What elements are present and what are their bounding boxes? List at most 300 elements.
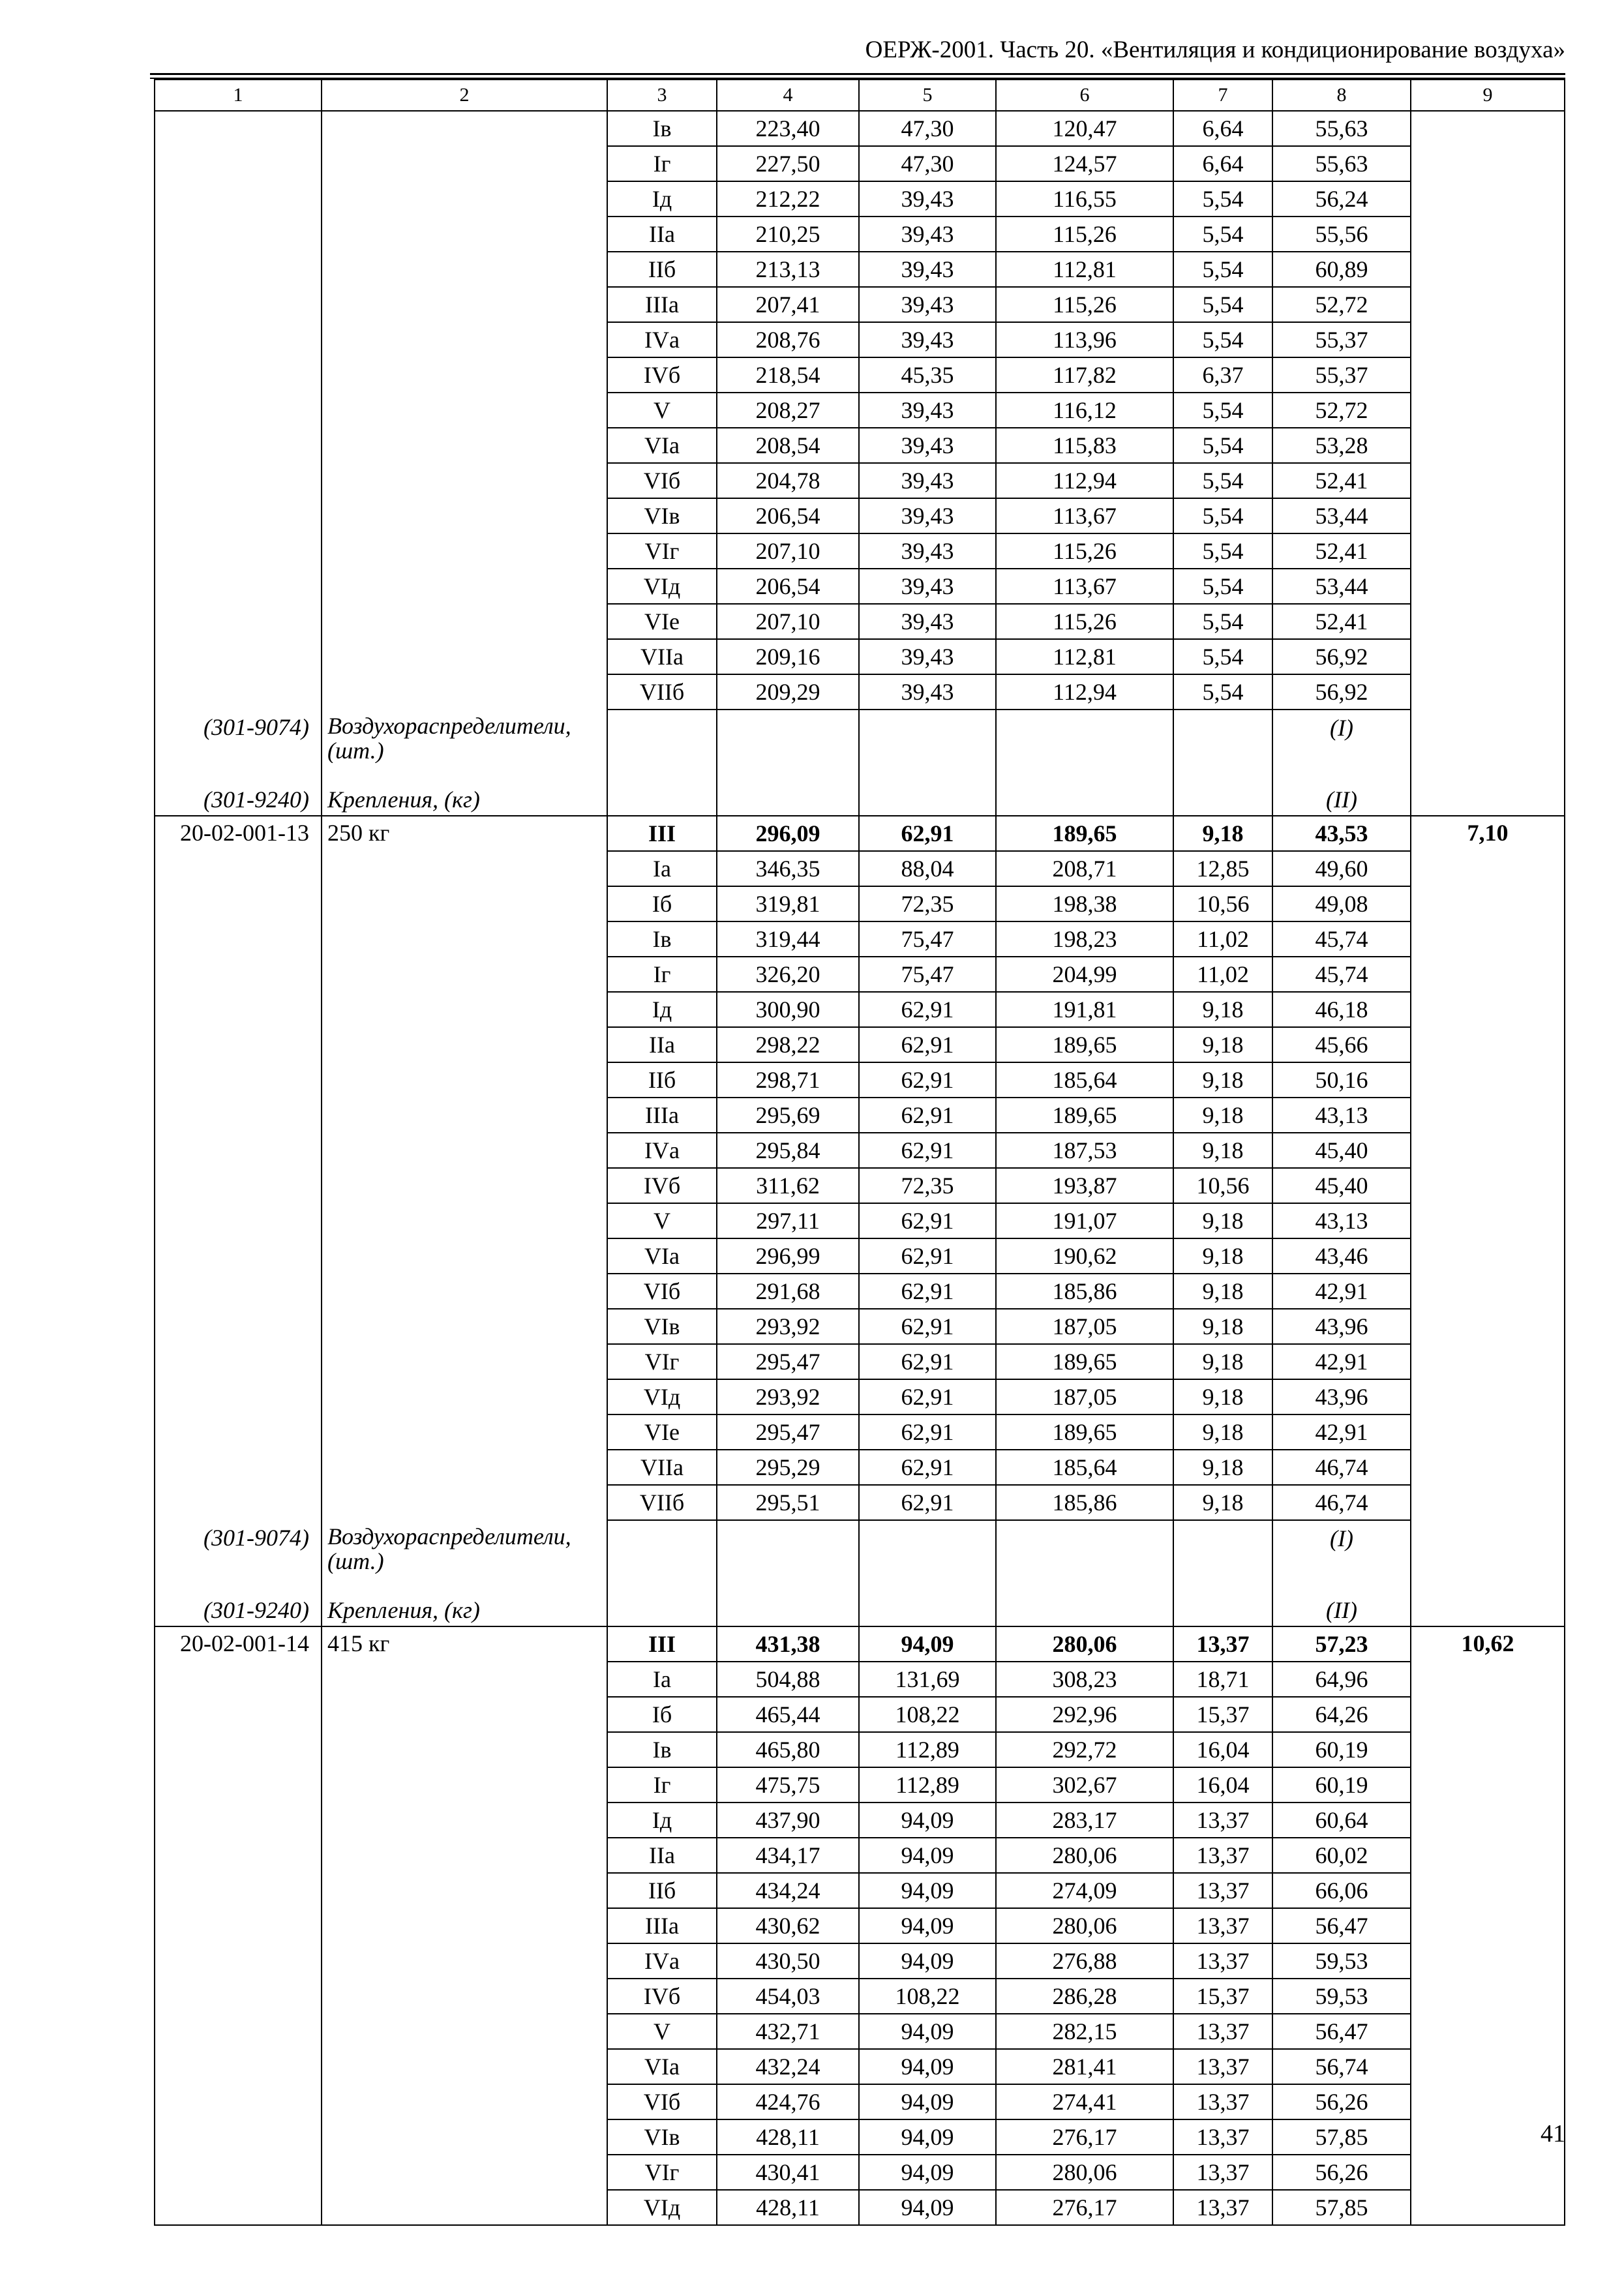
wages: 62,91 <box>859 1027 996 1062</box>
machinist-wages: 16,04 <box>1173 1767 1272 1803</box>
total-cost: 293,92 <box>717 1309 859 1344</box>
zone-code: IIIа <box>607 1098 717 1133</box>
materials-cost: 43,46 <box>1272 1238 1411 1274</box>
machinist-wages: 13,37 <box>1173 1943 1272 1979</box>
rate-code <box>155 357 322 393</box>
labor-cost <box>1411 886 1565 921</box>
materials-cost: 59,53 <box>1272 1943 1411 1979</box>
materials-cost: 45,74 <box>1272 957 1411 992</box>
rate-code <box>155 1203 322 1238</box>
rate-mass <box>322 463 607 498</box>
table-row <box>155 1838 1565 1873</box>
machinist-wages: 13,37 <box>1173 1908 1272 1943</box>
rate-code <box>155 1662 322 1697</box>
empty-cell <box>607 763 717 785</box>
materials-cost: 52,41 <box>1272 463 1411 498</box>
empty-cell <box>1411 1520 1565 1574</box>
zone-code: VIб <box>607 1274 717 1309</box>
wages: 39,43 <box>859 181 996 217</box>
labor-cost <box>1411 1450 1565 1485</box>
machinist-wages: 9,18 <box>1173 1274 1272 1309</box>
rate-mass <box>322 674 607 710</box>
machine-cost: 112,94 <box>996 463 1173 498</box>
empty-cell <box>1173 710 1272 763</box>
labor-cost <box>1411 1662 1565 1697</box>
rate-mass <box>322 957 607 992</box>
rate-code <box>155 1908 322 1943</box>
machinist-wages: 6,64 <box>1173 111 1272 146</box>
table-row <box>155 1414 1565 1450</box>
total-cost: 297,11 <box>717 1203 859 1238</box>
table-row <box>155 2049 1565 2084</box>
machine-cost: 276,17 <box>996 2119 1173 2155</box>
empty-cell <box>717 785 859 816</box>
empty-cell <box>859 1596 996 1626</box>
note-row <box>155 785 1565 816</box>
column-number: 7 <box>1173 80 1272 111</box>
machinist-wages: 13,37 <box>1173 1873 1272 1908</box>
rate-mass <box>322 498 607 533</box>
rate-mass <box>322 1697 607 1732</box>
table-row <box>155 393 1565 428</box>
labor-cost <box>1411 1379 1565 1414</box>
rate-mass <box>322 1943 607 1979</box>
rate-code <box>155 1238 322 1274</box>
rate-code <box>155 1485 322 1520</box>
rate-mass <box>322 2084 607 2119</box>
machine-cost: 115,26 <box>996 287 1173 322</box>
table-row <box>155 1062 1565 1098</box>
wages: 62,91 <box>859 1379 996 1414</box>
rate-code <box>155 1027 322 1062</box>
empty-cell <box>859 710 996 763</box>
rate-mass <box>322 1203 607 1238</box>
machine-cost: 112,81 <box>996 252 1173 287</box>
materials-cost: 49,08 <box>1272 886 1411 921</box>
note-row <box>155 763 1565 785</box>
rate-code <box>155 393 322 428</box>
rate-mass <box>322 287 607 322</box>
machine-cost: 115,26 <box>996 533 1173 569</box>
materials-cost: 56,47 <box>1272 1908 1411 1943</box>
empty-cell <box>859 1520 996 1574</box>
rate-code <box>155 533 322 569</box>
materials-cost: 43,53 <box>1272 816 1411 851</box>
rate-mass <box>322 2049 607 2084</box>
table-row <box>155 1732 1565 1767</box>
wages: 72,35 <box>859 886 996 921</box>
wages: 88,04 <box>859 851 996 886</box>
rate-code <box>155 1379 322 1414</box>
machinist-wages: 13,37 <box>1173 2155 1272 2190</box>
total-cost: 223,40 <box>717 111 859 146</box>
table-row <box>155 957 1565 992</box>
zone-code: IIа <box>607 1838 717 1873</box>
rate-mass <box>322 111 607 146</box>
zone-code: Iг <box>607 957 717 992</box>
rate-mass <box>322 1732 607 1767</box>
machine-cost: 204,99 <box>996 957 1173 992</box>
machinist-wages: 5,54 <box>1173 463 1272 498</box>
rate-code <box>155 674 322 710</box>
labor-cost <box>1411 992 1565 1027</box>
zone-code: VIа <box>607 2049 717 2084</box>
machine-cost: 280,06 <box>996 1838 1173 1873</box>
labor-cost <box>1411 1908 1565 1943</box>
wages: 75,47 <box>859 921 996 957</box>
labor-cost <box>1411 1027 1565 1062</box>
total-cost: 295,84 <box>717 1133 859 1168</box>
rate-mass <box>322 322 607 357</box>
zone-code: IIб <box>607 1873 717 1908</box>
empty-cell <box>859 1574 996 1596</box>
machine-cost: 113,96 <box>996 322 1173 357</box>
machine-cost: 302,67 <box>996 1767 1173 1803</box>
zone-code: VIв <box>607 2119 717 2155</box>
machinist-wages: 9,18 <box>1173 1485 1272 1520</box>
total-cost: 428,11 <box>717 2119 859 2155</box>
rate-code <box>155 1133 322 1168</box>
table-row <box>155 217 1565 252</box>
labor-cost <box>1411 957 1565 992</box>
rate-code <box>155 322 322 357</box>
column-number: 1 <box>155 80 322 111</box>
table-row <box>155 851 1565 886</box>
total-cost: 295,69 <box>717 1098 859 1133</box>
rate-code: 20-02-001-13 <box>155 816 322 851</box>
machinist-wages: 5,54 <box>1173 393 1272 428</box>
rate-mass <box>322 1838 607 1873</box>
labor-cost <box>1411 1062 1565 1098</box>
rate-code <box>155 604 322 639</box>
rate-code <box>155 992 322 1027</box>
materials-cost: 56,92 <box>1272 674 1411 710</box>
resource-label: Воздухораспределители, (шт.) <box>322 710 607 763</box>
machinist-wages: 9,18 <box>1173 1414 1272 1450</box>
table-row <box>155 674 1565 710</box>
machinist-wages: 5,54 <box>1173 533 1272 569</box>
materials-cost: 56,92 <box>1272 639 1411 674</box>
rate-mass <box>322 1344 607 1379</box>
wages: 94,09 <box>859 1626 996 1662</box>
materials-cost: 45,74 <box>1272 921 1411 957</box>
table-row <box>155 1238 1565 1274</box>
wages: 62,91 <box>859 1485 996 1520</box>
rate-mass <box>322 1414 607 1450</box>
total-cost: 210,25 <box>717 217 859 252</box>
machine-cost: 115,26 <box>996 217 1173 252</box>
rate-code <box>155 1414 322 1450</box>
rate-mass <box>322 1027 607 1062</box>
materials-cost: 56,26 <box>1272 2084 1411 2119</box>
wages: 62,91 <box>859 1274 996 1309</box>
labor-cost <box>1411 498 1565 533</box>
rate-mass <box>322 393 607 428</box>
rate-code <box>155 498 322 533</box>
zone-code: Iг <box>607 146 717 181</box>
labor-cost <box>1411 2084 1565 2119</box>
labor-cost <box>1411 1979 1565 2014</box>
materials-cost: 55,37 <box>1272 322 1411 357</box>
materials-cost: 45,66 <box>1272 1027 1411 1062</box>
empty-cell <box>607 1596 717 1626</box>
total-cost: 206,54 <box>717 569 859 604</box>
rate-mass <box>322 1062 607 1098</box>
machine-cost: 292,96 <box>996 1697 1173 1732</box>
wages: 62,91 <box>859 992 996 1027</box>
column-number-row <box>155 80 1565 111</box>
materials-cost: 53,44 <box>1272 569 1411 604</box>
materials-cost: 57,85 <box>1272 2190 1411 2225</box>
total-cost: 465,44 <box>717 1697 859 1732</box>
rate-mass <box>322 1238 607 1274</box>
wages: 62,91 <box>859 1203 996 1238</box>
resource-value <box>1272 763 1411 785</box>
rate-mass <box>322 357 607 393</box>
empty-cell <box>996 1596 1173 1626</box>
wages: 62,91 <box>859 1062 996 1098</box>
labor-cost <box>1411 1274 1565 1309</box>
rate-mass <box>322 1662 607 1697</box>
materials-cost: 55,56 <box>1272 217 1411 252</box>
resource-label: Крепления, (кг) <box>322 1596 607 1626</box>
resource-code: (301-9240) <box>155 785 322 816</box>
total-cost: 454,03 <box>717 1979 859 2014</box>
wages: 75,47 <box>859 957 996 992</box>
total-cost: 434,24 <box>717 1873 859 1908</box>
rate-mass <box>322 181 607 217</box>
wages: 94,09 <box>859 1873 996 1908</box>
labor-cost <box>1411 569 1565 604</box>
labor-cost <box>1411 1485 1565 1520</box>
rate-code <box>155 146 322 181</box>
rate-mass <box>322 604 607 639</box>
zone-code: VIв <box>607 498 717 533</box>
resource-code <box>155 1574 322 1596</box>
wages: 62,91 <box>859 1133 996 1168</box>
machine-cost: 276,88 <box>996 1943 1173 1979</box>
table-row <box>155 921 1565 957</box>
rate-mass <box>322 1767 607 1803</box>
resource-value <box>1272 1574 1411 1596</box>
zone-code: VIб <box>607 463 717 498</box>
rate-code <box>155 287 322 322</box>
rate-mass <box>322 921 607 957</box>
materials-cost: 60,19 <box>1272 1732 1411 1767</box>
machinist-wages: 9,18 <box>1173 1062 1272 1098</box>
rate-mass <box>322 851 607 886</box>
rate-code <box>155 111 322 146</box>
rate-code <box>155 1838 322 1873</box>
labor-cost <box>1411 2155 1565 2190</box>
page-number: 41 <box>1541 2120 1565 2147</box>
zone-code: VIе <box>607 1414 717 1450</box>
labor-cost <box>1411 1344 1565 1379</box>
machinist-wages: 9,18 <box>1173 1238 1272 1274</box>
empty-cell <box>717 763 859 785</box>
machine-cost: 308,23 <box>996 1662 1173 1697</box>
resource-code: (301-9074) <box>155 710 322 763</box>
wages: 94,09 <box>859 2014 996 2049</box>
materials-cost: 46,74 <box>1272 1485 1411 1520</box>
resource-value: (II) <box>1272 785 1411 816</box>
machine-cost: 187,05 <box>996 1379 1173 1414</box>
machine-cost: 198,38 <box>996 886 1173 921</box>
rate-code <box>155 851 322 886</box>
zone-code: IVа <box>607 1133 717 1168</box>
rate-mass <box>322 1274 607 1309</box>
rate-mass <box>322 146 607 181</box>
materials-cost: 43,96 <box>1272 1309 1411 1344</box>
table-row <box>155 1697 1565 1732</box>
machine-cost: 185,64 <box>996 1450 1173 1485</box>
empty-cell <box>717 1596 859 1626</box>
machinist-wages: 5,54 <box>1173 569 1272 604</box>
rate-mass <box>322 2014 607 2049</box>
rate-mass <box>322 1908 607 1943</box>
wages: 39,43 <box>859 639 996 674</box>
total-cost: 209,29 <box>717 674 859 710</box>
zone-code: IVа <box>607 1943 717 1979</box>
wages: 39,43 <box>859 569 996 604</box>
running-header: ОЕРЖ-2001. Часть 20. «Вентиляция и кондиционирование воздуха» <box>865 37 1565 63</box>
materials-cost: 45,40 <box>1272 1133 1411 1168</box>
table-row <box>155 1098 1565 1133</box>
table-row <box>155 604 1565 639</box>
column-number: 5 <box>859 80 996 111</box>
table-row <box>155 1908 1565 1943</box>
zone-code: V <box>607 393 717 428</box>
materials-cost: 42,91 <box>1272 1414 1411 1450</box>
labor-cost <box>1411 2014 1565 2049</box>
total-cost: 293,92 <box>717 1379 859 1414</box>
machinist-wages: 9,18 <box>1173 1450 1272 1485</box>
zone-code: V <box>607 2014 717 2049</box>
total-cost: 298,71 <box>717 1062 859 1098</box>
wages: 94,09 <box>859 2155 996 2190</box>
materials-cost: 46,18 <box>1272 992 1411 1027</box>
total-cost: 430,62 <box>717 1908 859 1943</box>
resource-code: (301-9240) <box>155 1596 322 1626</box>
rate-mass <box>322 1379 607 1414</box>
machinist-wages: 5,54 <box>1173 498 1272 533</box>
wages: 62,91 <box>859 1450 996 1485</box>
wages: 39,43 <box>859 217 996 252</box>
labor-cost <box>1411 1238 1565 1274</box>
rate-code <box>155 2190 322 2225</box>
zone-code: VIд <box>607 2190 717 2225</box>
table-row <box>155 2155 1565 2190</box>
wages: 94,09 <box>859 2049 996 2084</box>
header-rule <box>150 73 1565 75</box>
table-row <box>155 322 1565 357</box>
table-row <box>155 1873 1565 1908</box>
machinist-wages: 9,18 <box>1173 1379 1272 1414</box>
labor-cost <box>1411 2190 1565 2225</box>
rate-mass <box>322 428 607 463</box>
machinist-wages: 5,54 <box>1173 639 1272 674</box>
labor-cost <box>1411 1697 1565 1732</box>
table-row <box>155 1133 1565 1168</box>
rate-mass <box>322 1873 607 1908</box>
wages: 131,69 <box>859 1662 996 1697</box>
machine-cost: 189,65 <box>996 1414 1173 1450</box>
zone-code: Iа <box>607 1662 717 1697</box>
rate-mass <box>322 217 607 252</box>
zone-code: VIд <box>607 1379 717 1414</box>
rate-code <box>155 1873 322 1908</box>
empty-cell <box>717 1574 859 1596</box>
labor-cost: 7,10 <box>1411 816 1565 851</box>
rate-code <box>155 2014 322 2049</box>
materials-cost: 60,02 <box>1272 1838 1411 1873</box>
machine-cost: 280,06 <box>996 1908 1173 1943</box>
total-cost: 218,54 <box>717 357 859 393</box>
rate-code <box>155 569 322 604</box>
labor-cost: 10,62 <box>1411 1626 1565 1662</box>
table-row <box>155 1309 1565 1344</box>
rate-mass <box>322 2119 607 2155</box>
table-row <box>155 1767 1565 1803</box>
total-cost: 430,41 <box>717 2155 859 2190</box>
column-number: 2 <box>322 80 607 111</box>
wages: 94,09 <box>859 2084 996 2119</box>
labor-cost <box>1411 287 1565 322</box>
table-row <box>155 252 1565 287</box>
materials-cost: 45,40 <box>1272 1168 1411 1203</box>
machine-cost: 198,23 <box>996 921 1173 957</box>
rate-code <box>155 1344 322 1379</box>
materials-cost: 57,85 <box>1272 2119 1411 2155</box>
total-cost: 431,38 <box>717 1626 859 1662</box>
labor-cost <box>1411 428 1565 463</box>
machine-cost: 191,81 <box>996 992 1173 1027</box>
table-row <box>155 2084 1565 2119</box>
wages: 47,30 <box>859 111 996 146</box>
machine-cost: 116,55 <box>996 181 1173 217</box>
machinist-wages: 11,02 <box>1173 957 1272 992</box>
total-cost: 227,50 <box>717 146 859 181</box>
rate-code <box>155 1943 322 1979</box>
rate-code <box>155 1767 322 1803</box>
machinist-wages: 5,54 <box>1173 674 1272 710</box>
table-row <box>155 1803 1565 1838</box>
zone-code: VIа <box>607 1238 717 1274</box>
labor-cost <box>1411 463 1565 498</box>
table-row <box>155 2119 1565 2155</box>
wages: 39,43 <box>859 393 996 428</box>
empty-cell <box>607 785 717 816</box>
column-number: 8 <box>1272 80 1411 111</box>
wages: 94,09 <box>859 2190 996 2225</box>
zone-code: IVа <box>607 322 717 357</box>
zone-code: Iд <box>607 992 717 1027</box>
rate-mass <box>322 2190 607 2225</box>
rate-code <box>155 2155 322 2190</box>
machine-cost: 191,07 <box>996 1203 1173 1238</box>
resource-value: (I) <box>1272 1520 1411 1574</box>
rate-mass <box>322 1979 607 2014</box>
empty-cell <box>607 710 717 763</box>
rate-mass <box>322 1450 607 1485</box>
zone-code: Iв <box>607 111 717 146</box>
wages: 94,09 <box>859 1908 996 1943</box>
zone-code: V <box>607 1203 717 1238</box>
machine-cost: 283,17 <box>996 1803 1173 1838</box>
total-cost: 295,47 <box>717 1344 859 1379</box>
labor-cost <box>1411 2049 1565 2084</box>
total-cost: 208,27 <box>717 393 859 428</box>
